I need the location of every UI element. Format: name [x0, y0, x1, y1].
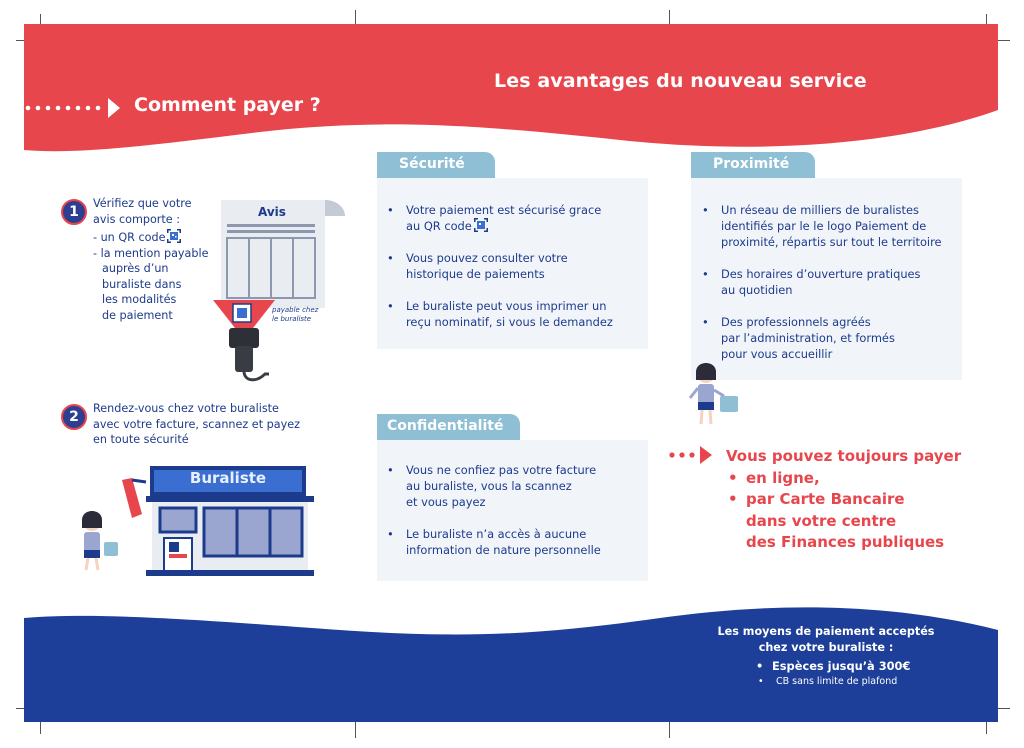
step-1-badge: 1 [61, 199, 87, 225]
how-to-pay-title: Comment payer ? [134, 94, 321, 116]
notice-line: • par Carte Bancaire [726, 489, 961, 511]
list-line-text: au QR code [406, 219, 472, 234]
step-2-badge: 2 [61, 404, 87, 430]
list-line: pour vous accueillir [721, 347, 833, 362]
payable-note-line: payable chez [272, 306, 319, 314]
list-line: historique de paiements [406, 267, 545, 282]
list-line: proximité, répartis sur tout le territoire [721, 235, 942, 250]
footer-list-item: • Espèces jusqu’à 300€ [752, 659, 910, 674]
list-item [701, 202, 963, 251]
advantages-title: Les avantages du nouveau service [494, 70, 867, 92]
list-item [701, 266, 963, 298]
securite-title: Sécurité [377, 152, 495, 178]
payment-alternatives-notice [726, 446, 961, 554]
step-1-line: - la mention payable [93, 246, 209, 260]
list-line: identifiés par le le logo Paiement de [721, 219, 927, 234]
list-line: reçu nominatif, si vous le demandez [406, 315, 613, 330]
list-line: au quotidien [721, 283, 793, 298]
footer-heading-line: Les moyens de paiement acceptés [717, 625, 935, 638]
notice-line: des Finances publiques [746, 533, 945, 551]
footer-payment-list [752, 659, 910, 689]
list-item [701, 314, 963, 363]
document-title: Avis [258, 205, 286, 219]
shop-sign: Buraliste [189, 469, 267, 487]
step-1-line: avis comporte : [93, 212, 181, 226]
securite-list [386, 202, 646, 346]
list-line: • Un réseau de milliers de buralistes [721, 203, 919, 217]
notice-line: dans votre centre [746, 511, 897, 530]
step-2-line: avec votre facture, scannez et payez [93, 417, 300, 431]
qr-code-icon [167, 229, 181, 243]
step-1-qr-label: - un QR code [93, 231, 166, 244]
header-dots-arrow-icon [24, 96, 124, 124]
step-1-line: Vérifiez que votre [93, 197, 192, 210]
footer-list-item: • CB sans limite de plafond [752, 674, 910, 689]
step-1-line: auprès d’un [102, 262, 169, 275]
list-line: • Le buraliste n’a accès à aucune [406, 527, 587, 542]
list-line: • Votre paiement est sécurisé grace [406, 203, 602, 217]
payable-note [272, 306, 318, 324]
list-line: et vous payez [406, 495, 486, 510]
notice-line: Vous pouvez toujours payer [726, 447, 962, 465]
step-1-text [93, 196, 223, 323]
step-1-line: buraliste dans [102, 277, 182, 291]
footer-heading [690, 624, 962, 656]
step-2-line: Rendez-vous chez votre buraliste [93, 402, 279, 415]
payable-note-line: le buraliste [272, 315, 312, 323]
list-item [386, 526, 646, 558]
customer-illustration [686, 360, 744, 430]
list-line: • Vous pouvez consulter votre [406, 250, 568, 265]
list-item [386, 202, 646, 234]
list-item [386, 250, 646, 282]
proximite-list [701, 202, 963, 378]
list-line [406, 218, 646, 234]
notice-line: • en ligne, [726, 468, 961, 490]
invoice-scanner-illustration [205, 196, 350, 386]
notice-dots-arrow-icon [668, 445, 716, 465]
list-line: par l’administration, et formés [721, 331, 895, 346]
list-line: • Des horaires d’ouverture pratiques [721, 267, 921, 282]
step-2-line: en toute sécurité [93, 433, 189, 446]
list-item [386, 298, 646, 330]
proximite-title: Proximité [691, 152, 815, 178]
step-1-item-qr [93, 229, 223, 246]
step-2-text [93, 401, 323, 448]
list-line: • Vous ne confiez pas votre facture [406, 463, 597, 477]
step-1-line: de paiement [102, 308, 173, 322]
confidentialite-list [386, 462, 646, 574]
step-1-line: les modalités [102, 293, 177, 306]
list-line: au buraliste, vous la scannez [406, 479, 572, 494]
list-line: • Le buraliste peut vous imprimer un [406, 298, 607, 313]
list-line: • Des professionnels agréés [721, 315, 871, 330]
list-item [386, 462, 646, 511]
list-line: information de nature personnelle [406, 543, 601, 558]
confidentialite-title: Confidentialité [377, 414, 520, 440]
footer-heading-line: chez votre buraliste : [758, 641, 894, 654]
qr-code-icon [474, 218, 488, 232]
